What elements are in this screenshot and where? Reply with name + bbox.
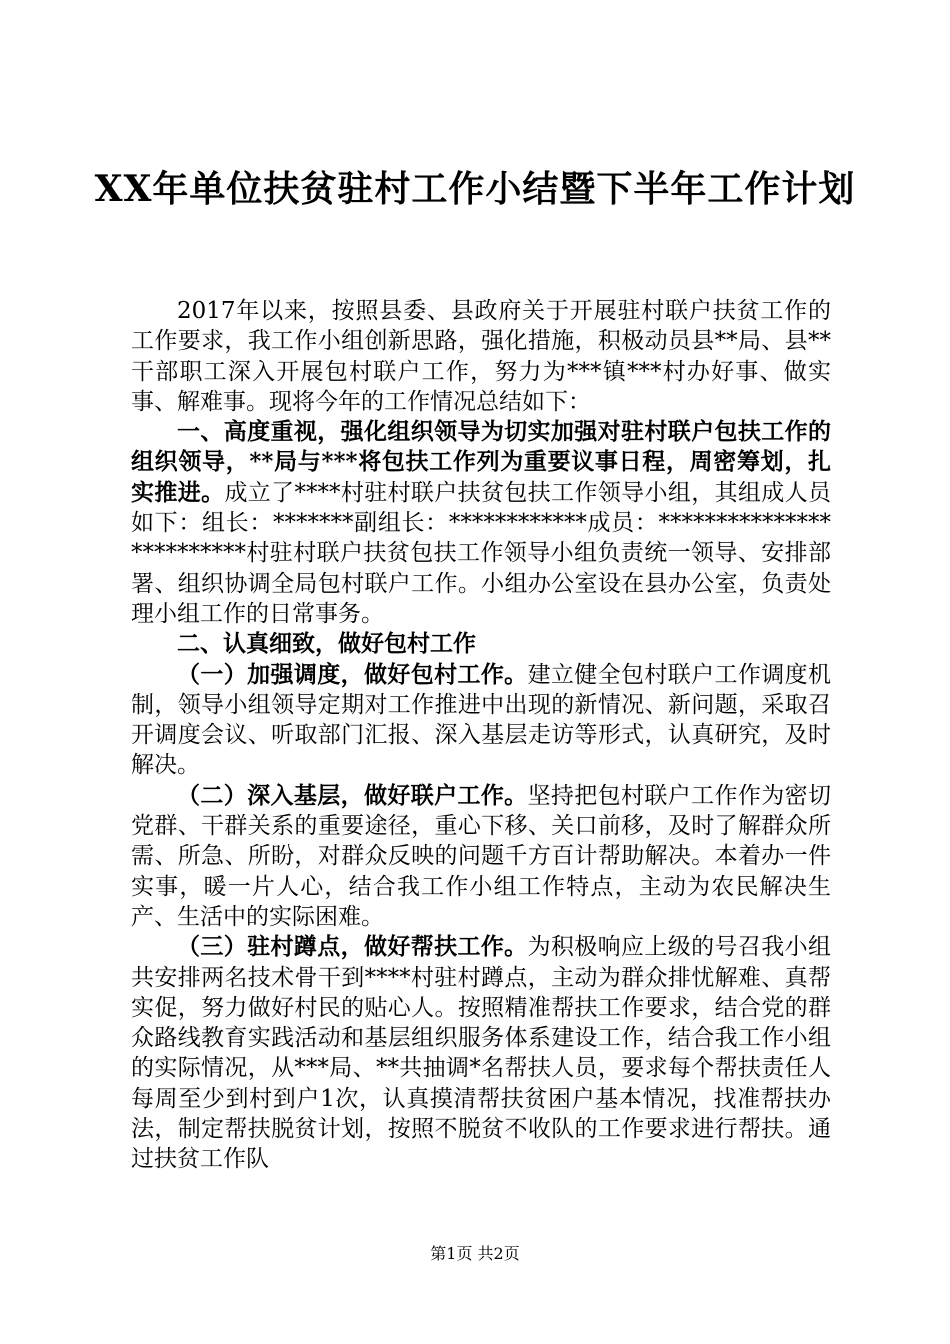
paragraph-subsection-2 [131,781,831,932]
paragraph-section-2-heading [131,629,831,659]
document-title: XX年单位扶贫驻村工作小结暨下半年工作计划 [94,168,856,210]
paragraph-text: 为积极响应上级的号召我小组共安排两名技术骨干到****村驻村蹲点，主动为群众排忧解难、真帮实促，努力做好村民的贴心人。按照精准帮扶工作要求，结合党的群众路线教育实践活动和基层组织服务体系建设工作，结合我工作小组的实际情况，从***局、**共抽调*名帮扶人员，要求每个帮扶责任人每周至少到村到户1次，认真摸清帮扶贫困户基本情况，找准帮扶办法，制定帮扶脱贫计划，按照不脱贫不收队的工作要求进行帮扶。通过扶贫工作队 [131,934,832,1173]
page-number-footer: 第1页 共2页 [430,1244,520,1263]
document-body [131,296,831,1175]
paragraph-lead: （一）加强调度，做好包村工作。 [177,660,528,688]
paragraph-lead: 一、高度重视，强化组织领导为切实加强对驻村联户包扶工作的组织领导，**局与***将包扶工作列为重要议事日程，周密筹划，扎实推进。 [131,418,831,506]
paragraph-lead: （二）深入基层，做好联户工作。 [177,781,528,809]
paragraph-intro [131,296,831,417]
paragraph-section-1 [131,417,831,629]
paragraph-text: 坚持把包村联户工作作为密切党群、干群关系的重要途径，重心下移、关口前移，及时了解群众所需、所急、所盼，对群众反映的问题千方百计帮助解决。本着办一件实事，暖一片人心，结合我工作小组工作特点，主动为农民解决生产、生活中的实际困难。 [131,782,832,930]
paragraph-lead: （三）驻村蹲点，做好帮扶工作。 [177,933,528,961]
paragraph-text: 成立了****村驻村联户扶贫包扶工作领导小组，其组成人员如下：组长：*******副组长：************成员：*************************村驻村联户扶贫包扶工作领导小组负责统一领导、安排部署、组织协调全局包村联户工作。小组办公室设在县办公室，负责处理小组工作的日常事务。 [131,479,832,627]
paragraph-text: 建立健全包村联户工作调度机制，领导小组领导定期对工作推进中出现的新情况、新问题，采取召开调度会议、听取部门汇报、深入基层走访等形式，认真研究，及时解决。 [131,661,832,779]
paragraph-text: 2017年以来，按照县委、县政府关于开展驻村联户扶贫工作的工作要求，我工作小组创新思路，强化措施，积极动员县**局、县**干部职工深入开展包村联户工作，努力为***镇***村办好事、做实事、解难事。现将今年的工作情况总结如下： [131,298,831,415]
paragraph-subsection-3 [131,932,831,1174]
section-heading: 二、认真细致，做好包村工作 [177,630,476,658]
paragraph-subsection-1 [131,660,831,781]
